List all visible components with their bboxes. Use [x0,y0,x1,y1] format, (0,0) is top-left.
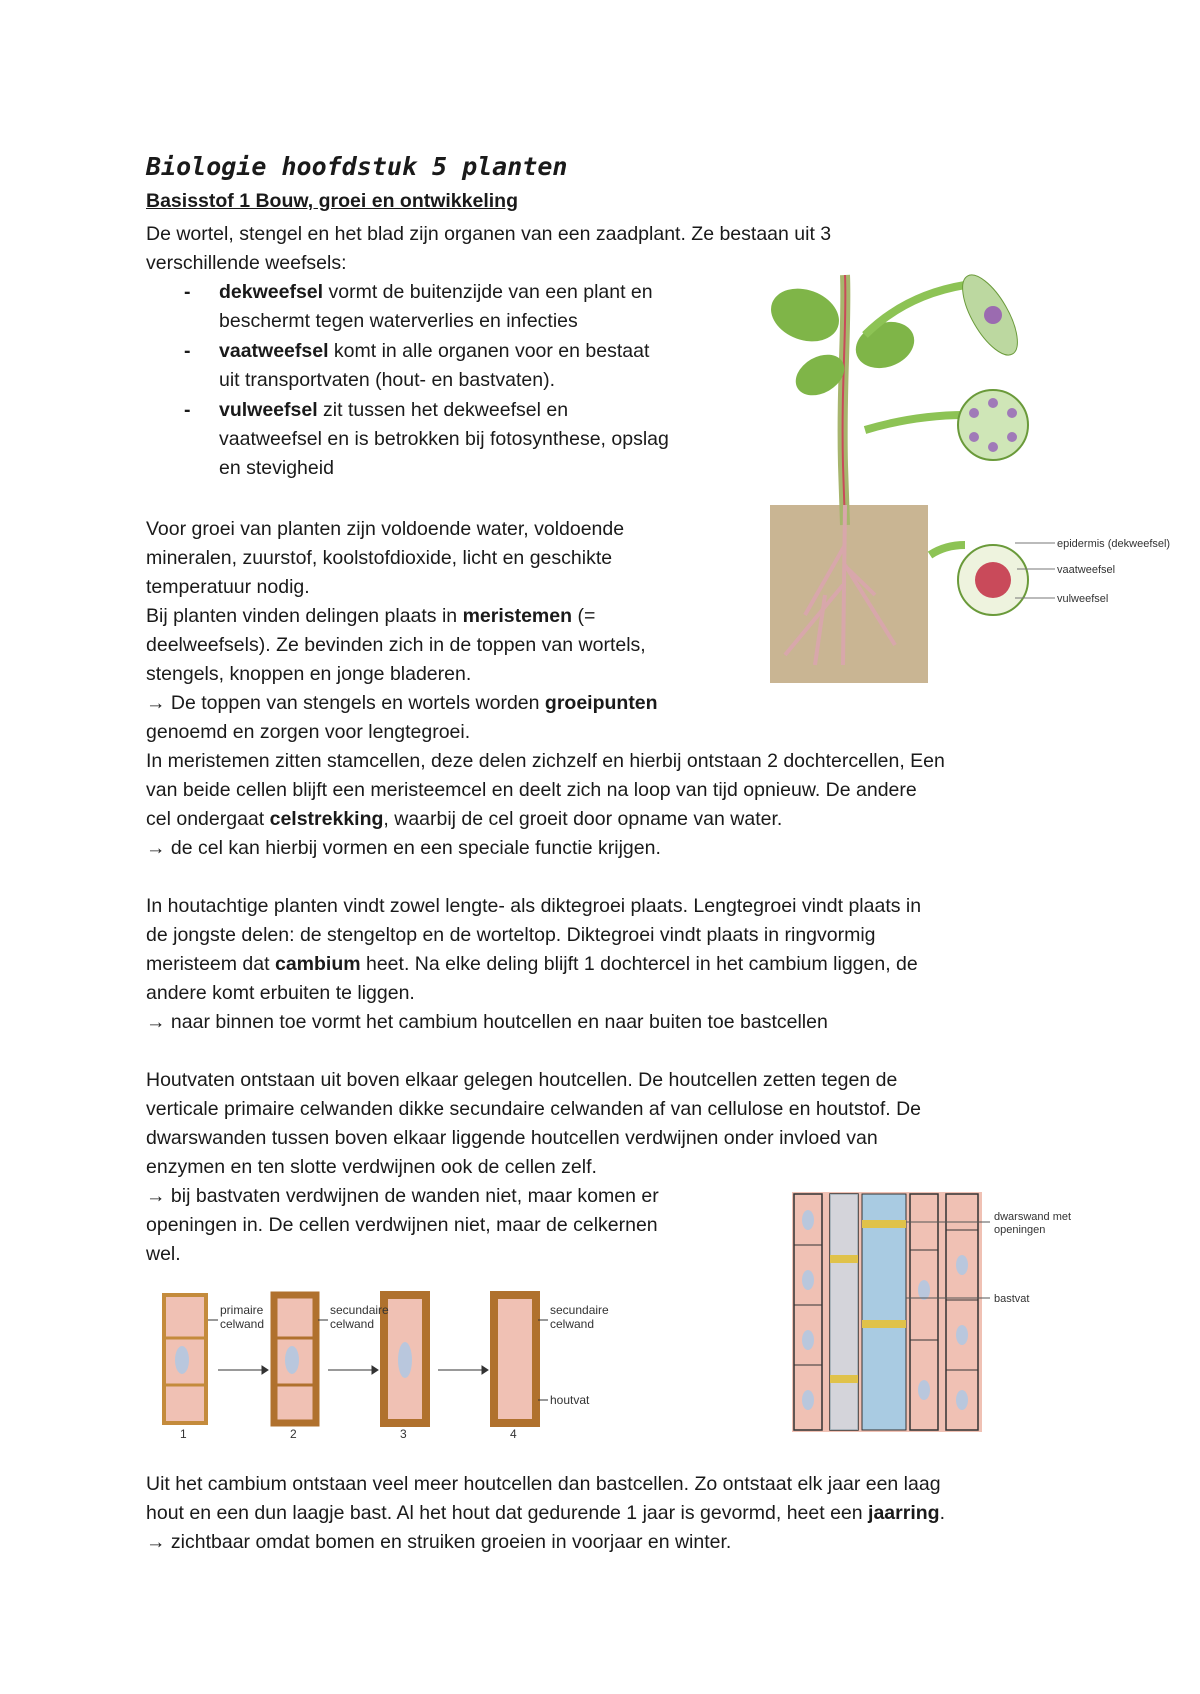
stage-3 [384,1295,426,1423]
vessels-line: → bij bastvaten verdwijnen de wanden niet, maar komen er [146,1185,659,1207]
term-jaarring: jaarring [868,1502,940,1524]
term-meristemen: meristemen [462,605,573,627]
text: meristeem dat [146,953,275,975]
thickness-line: andere komt erbuiten te liggen. [146,982,415,1004]
vessels-line: Houtvaten ontstaan uit boven elkaar gelegen houtcellen. De houtcellen zetten tegen de [146,1069,898,1091]
arrow [930,545,965,555]
text: (= [572,605,596,627]
term-celstrekking: celstrekking [269,808,384,830]
vessels-line: dwarswanden tussen boven elkaar liggende houtcellen verdwijnen onder invloed van [146,1127,878,1149]
text: Bij planten vinden delingen plaats in [146,605,463,627]
document-page: Biologie hoofdstuk 5 planten Basisstof 1 Bouw, groei en ontwikkeling De wortel, stengel en het blad zijn organen van een zaadplant. Ze bestaan uit 3 verschillende weefsels: - dekweefsel vormt de buitenzijde van een plant en beschermt tegen waterverlies en infecties - vaatweefsel komt in alle organen voor en bestaat uit transportvaten (hout- en bastvaten). - vulweefsel zit tussen het dekweefsel en vaatweefsel en is betrokken bij fotosynthese, opslag en stevigheid Voor groei van planten zijn voldoende water, voldoende mineralen, zuurstof, koolstofdioxide, licht en geschikte temperatuur nodig. Bij planten vinden delingen plaats in meristemen (= deelweefsels). Ze bevinden zich in de toppen van wortels, stengels, knoppen en jonge bladeren. → De toppen van stengels en wortels worden groeipunten genoemd en zorgen voor lengtegroei. In meristemen zitten stamcellen, deze delen zichzelf en hierbij ontstaan 2 dochtercellen, Een van beide cellen blijft een meristeemcel en deelt zich na loop van tijd opnieuw. De andere cel ondergaat celstrekking, waarbij de cel groeit door opname van water. → de cel kan hierbij vormen en een speciale functie krijgen. In houtachtige planten vindt zowel lengte- als diktegroei plaats. Lengtegroei vindt plaats in de jongste delen: de stengeltop en de worteltop. Diktegroei vindt plaats in ringvormig meristeem dat cambium heet. Na elke deling blijft 1 dochtercel in het cambium liggen, de andere komt erbuiten te liggen. → naar binnen toe vormt het cambium houtcellen en naar buiten toe bastcellen Houtvaten ontstaan uit boven elkaar gelegen houtcellen. De houtcellen zetten tegen de verticale primaire celwanden dikke secundaire celwanden af van cellulose en houtstof. De dwarswanden tussen boven elkaar liggende houtcellen verdwijnen onder invloed van enzymen en ten slotte verdwijnen ook de cellen zelf. → bij bastvaten verdwijnen de wanden niet, maar komen er openingen in. De cellen verdwijnen niet, maar de celkernen wel. Uit het cambium ontstaan veel meer houtcellen dan bastcellen. Zo ontstaat elk jaar een laag hout en een dun laagje bast. Al het hout dat gedurende 1 jaar is gevormd, heet een jaarring. → zichtbaar omdat bomen en struiken groeien in voorjaar en winter. epidermis (dekweefsel) vaatweefsel vulweefsel primaire celwand secundaire celwand secundaire celwand houtvat 1 2 3 4 dwarswand met openingen bastvat [0,0,1200,1694]
stage-number: 2 [290,1427,297,1440]
tissue-text: vormt de buitenzijde van een plant en [323,281,653,303]
growth-line [146,602,595,631]
root-core [975,562,1011,598]
growth-line: Voor groei van planten zijn voldoende water, voldoende [146,518,625,540]
text: hout en een dun laagje bast. Al het hout dat gedurende 1 jaar is gevormd, heet een [146,1502,869,1524]
term-groeipunten: groeipunten [544,692,658,714]
vessels-line: verticale primaire celwanden dikke secundaire celwanden af van cellulose en houtstof. De [146,1098,922,1120]
tissue-text: zit tussen het dekweefsel en [317,399,569,421]
label-houtvat: houtvat [550,1393,590,1407]
page-title: Biologie hoofdstuk 5 planten [146,152,568,181]
label-bastvat: bastvat [994,1293,1030,1305]
term-cambium: cambium [274,953,361,975]
label-vaatweefsel: vaatweefsel [1057,564,1116,576]
leaf [849,314,920,376]
vessel-formation-figure [160,1290,630,1440]
stage-number: 1 [180,1427,187,1440]
intro-line-1: De wortel, stengel en het blad zijn organen van een zaadplant. Ze bestaan uit 3 [146,223,832,245]
growth-line: deelweefsels). Ze bevinden zich in de toppen van wortels, [146,634,646,656]
text: heet. Na elke deling blijft 1 dochtercel in het cambium liggen, de [360,953,918,975]
term-dekweefsel: dekweefsel [219,281,324,303]
text: → De toppen van stengels en wortels worden [146,692,545,714]
arrow [865,415,965,430]
stage-2 [274,1295,316,1423]
label-vulweefsel: vulweefsel [1057,593,1109,605]
label-celwand: celwand [550,1317,595,1331]
leaf [765,280,846,351]
term-vaatweefsel: vaatweefsel [219,340,329,362]
thickness-line: In houtachtige planten vindt zowel lengte- als diktegroei plaats. Lengtegroei vindt plaats in [146,895,922,917]
growth-line: stengels, knoppen en jonge bladeren. [146,663,472,685]
thickness-line [146,950,918,979]
intro-line-2: verschillende weefsels: [146,252,347,274]
plant-tissue-figure [765,265,1185,685]
section-subtitle: Basisstof 1 Bouw, groei en ontwikkeling [146,190,519,212]
stage-4 [494,1295,536,1423]
tissue-text: beschermt tegen waterverlies en infecties [219,310,578,332]
thickness-line: → naar binnen toe vormt het cambium houtcellen en naar buiten toe bastcellen [146,1011,828,1033]
tissue-text: uit transportvaten (hout- en bastvaten). [219,369,556,391]
label-openingen: openingen [994,1224,1046,1236]
growth-line [146,689,658,718]
label-dwarswand: dwarswand met [994,1211,1072,1223]
rings-line: Uit het cambium ontstaan veel meer houtcellen dan bastcellen. Zo ontstaat elk jaar een laag [146,1473,941,1495]
vessels-line: openingen in. De cellen verdwijnen niet, maar de celkernen [146,1214,658,1236]
growth-line: genoemd en zorgen voor lengtegroei. [146,721,471,743]
rings-line [146,1499,945,1528]
vessels-line: enzymen en ten slotte verdwijnen ook de cellen zelf. [146,1156,597,1178]
growth-line: van beide cellen blijft een meristeemcel en deelt zich na loop van tijd opnieuw. De andere [146,779,917,801]
text: cel ondergaat [146,808,270,830]
stage-number: 3 [400,1427,407,1440]
tissue-text: vaatweefsel en is betrokken bij fotosynthese, opslag [219,428,669,450]
stage-number: 4 [510,1427,517,1440]
bast-vessel [862,1194,906,1430]
label-epidermis: epidermis (dekweefsel) [1057,538,1171,550]
tissue-text: en stevigheid [219,457,334,479]
vessels-line: wel. [146,1243,181,1265]
term-vulweefsel: vulweefsel [219,399,318,421]
growth-line: In meristemen zitten stamcellen, deze delen zichzelf en hierbij ontstaan 2 dochtercellen, Een [146,750,945,772]
label-celwand: celwand [220,1317,265,1331]
label-primaire: primaire [220,1303,264,1317]
growth-line: temperatuur nodig. [146,576,310,598]
stage-1 [164,1295,206,1423]
text: . [939,1502,945,1524]
rings-line: → zichtbaar omdat bomen en struiken groeien in voorjaar en winter. [146,1531,732,1553]
text: , waarbij de cel groeit door opname van water. [383,808,783,830]
growth-line: mineralen, zuurstof, koolstofdioxide, licht en geschikte [146,547,613,569]
growth-line: → de cel kan hierbij vormen en een speciale functie krijgen. [146,837,661,859]
label-secundaire: secundaire [330,1303,389,1317]
soil [770,505,928,683]
thickness-line: de jongste delen: de stengeltop en de worteltop. Diktegroei vindt plaats in ringvormig [146,924,876,946]
bast-vessel-figure [790,1190,1090,1435]
growth-line [146,805,782,834]
label-secundaire: secundaire [550,1303,609,1317]
tissue-text: komt in alle organen voor en bestaat [328,340,650,362]
label-celwand: celwand [330,1317,375,1331]
